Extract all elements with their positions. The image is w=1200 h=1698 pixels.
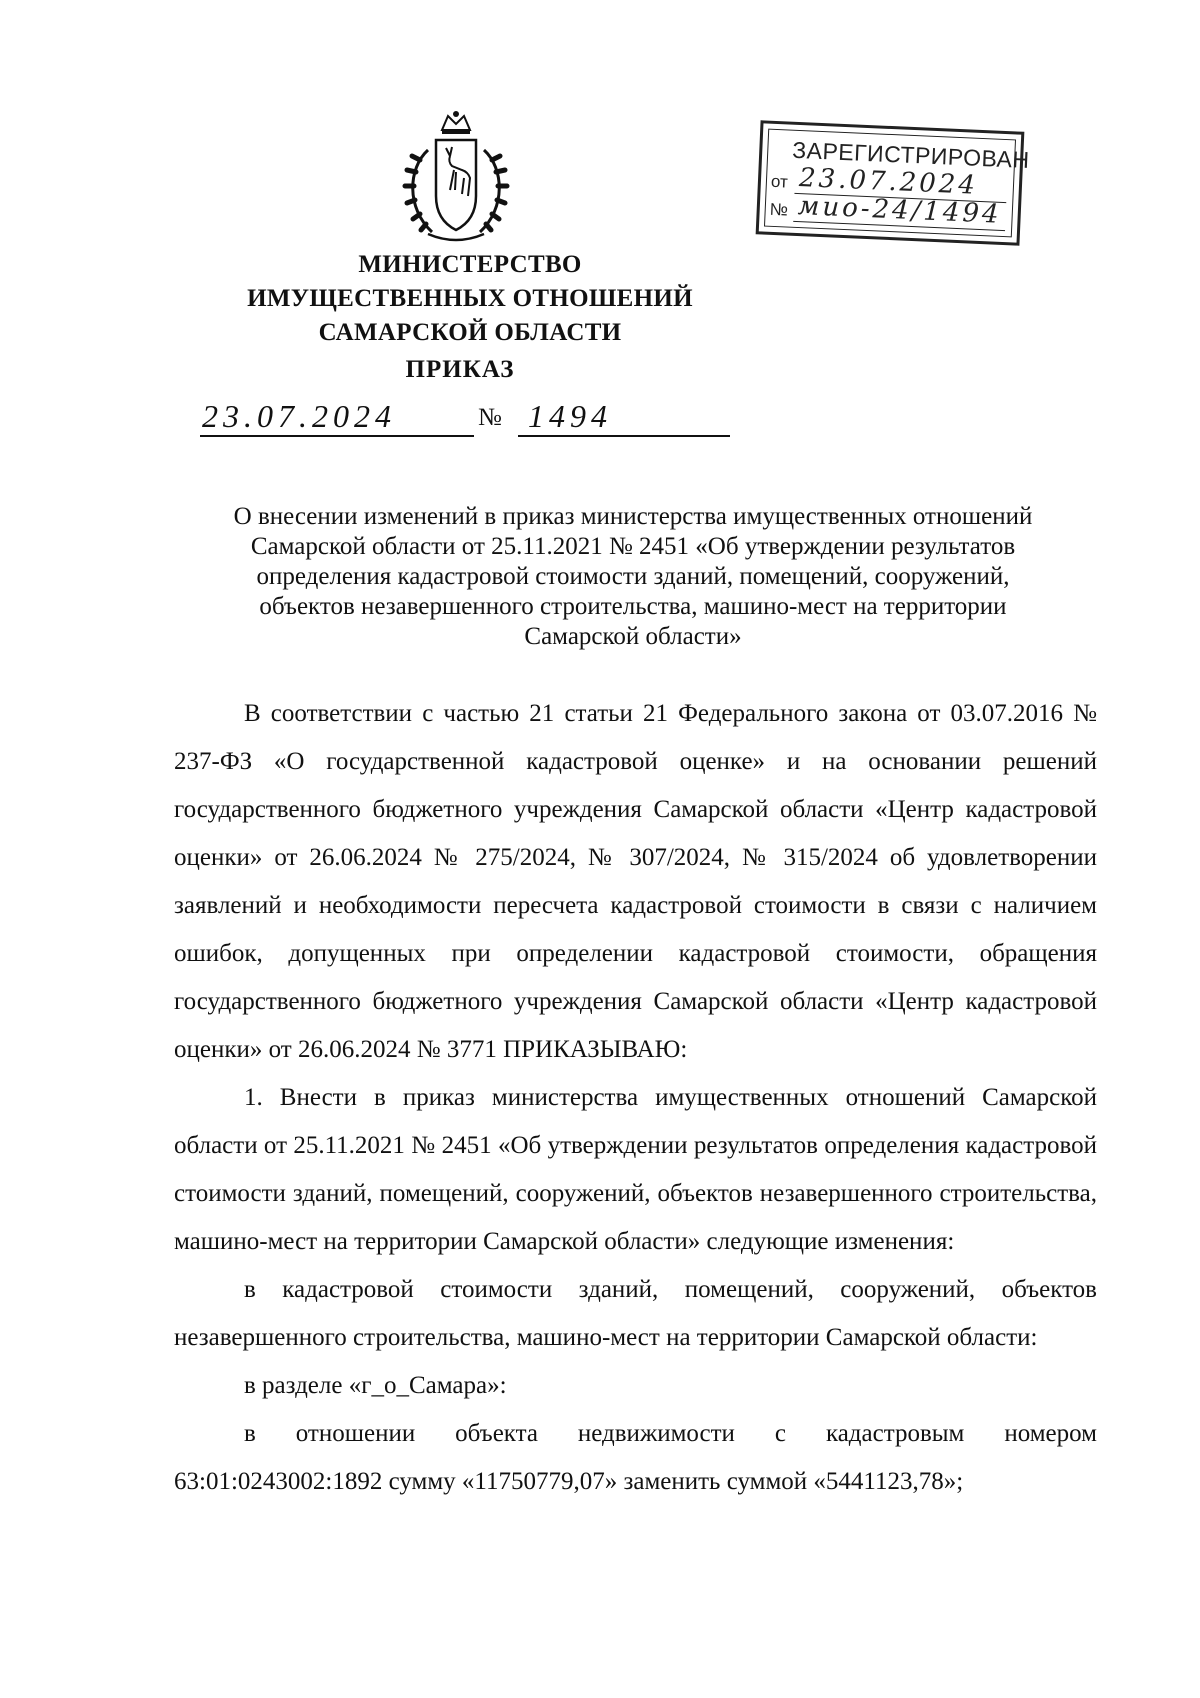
stamp-title: ЗАРЕГИСТРИРОВАН (791, 136, 1031, 174)
stamp-number-value: мио-24/1494 (797, 191, 1003, 230)
body-paragraph: в разделе «г_о_Самара»: (244, 1372, 507, 1399)
body-paragraph: в кадастровой стоимости зданий, помещений, сооружений, объектов незавершенного строительства, машино-мест на территории Самарской области: (174, 1276, 1097, 1351)
stamp-date-row (770, 163, 979, 201)
order-date-number-row (200, 398, 720, 442)
body-paragraph: 1. Внести в приказ министерства имущественных отношений Самарской области от 25.11.2021 № 2451 «Об утверждении результатов определения кадастровой стоимости зданий, помещений, сооружений, объектов незавершенного строительства, машино-мест на территории Самарской области» следующие изменения: (174, 1084, 1097, 1255)
stamp-number-row (769, 191, 1003, 230)
stamp-date-value: 23.07.2024 (798, 163, 979, 201)
order-number: 1494 (518, 398, 730, 437)
body-paragraph: В соответствии с частью 21 статьи 21 Федерального закона от 03.07.2016 № 237-ФЗ «О государственной кадастровой оценке» и на основании решений государственного бюджетного учреждения Самарской области «Центр кадастровой оценки» от 26.06.2024 № 275/2024, № 307/2024, № 315/2024 об удовлетворении заявлений и необходимости пересчета кадастровой стоимости в связи с наличием ошибок, допущенных при определении кадастровой стоимости, обращения государственного бюджетного учреждения Самарской области «Центр кадастровой оценки» от 26.06.2024 № 3771 ПРИКАЗЫВАЮ: (174, 700, 1097, 1063)
order-title: ПРИКАЗ (405, 356, 515, 383)
subject-line: Самарской области от 25.11.2021 № 2451 «Об утверждении результатов (250, 533, 1016, 560)
coat-of-arms-emblem (398, 108, 514, 248)
order-number-label: № (478, 404, 502, 431)
ministry-line: ИМУЩЕСТВЕННЫХ ОТНОШЕНИЙ (247, 285, 693, 312)
subject-line: О внесении изменений в приказ министерства имущественных отношений (233, 503, 1033, 530)
stamp-date-label: от (770, 171, 789, 192)
order-body (174, 690, 1097, 1506)
body-paragraph: в отношении объекта недвижимости с кадастровым номером 63:01:0243002:1892 сумму «11750779,07» заменить суммой «5441123,78»; (174, 1420, 1097, 1495)
subject-line: Самарской области» (524, 623, 742, 650)
ministry-line: САМАРСКОЙ ОБЛАСТИ (318, 319, 622, 346)
order-date: 23.07.2024 (200, 398, 474, 437)
registration-stamp (756, 120, 1031, 245)
subject-line: определения кадастровой стоимости зданий, помещений, сооружений, (256, 563, 1010, 590)
stamp-number-label: № (769, 199, 789, 220)
order-subject (168, 502, 1098, 652)
ministry-name (200, 248, 740, 350)
subject-line: объектов незавершенного строительства, машино-мест на территории (259, 593, 1007, 620)
ministry-line: МИНИСТЕРСТВО (358, 251, 582, 278)
